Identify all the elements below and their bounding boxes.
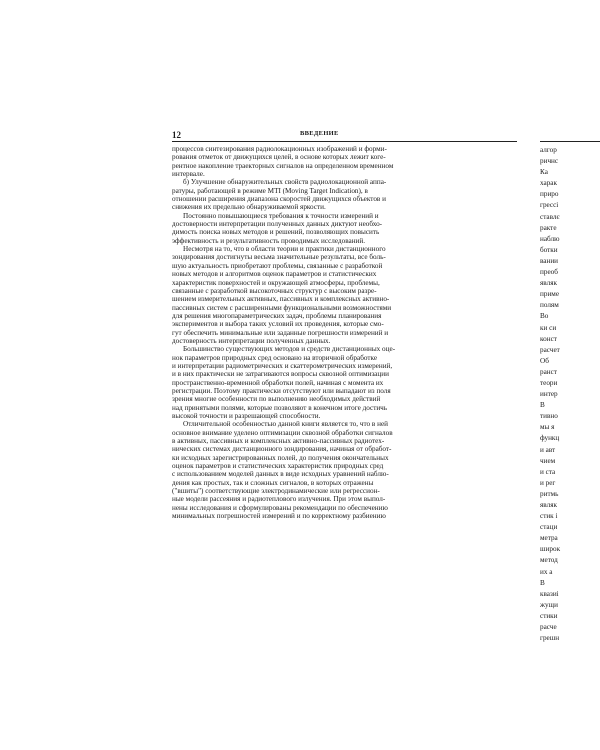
right-page-text [540, 145, 600, 644]
paragraph [172, 345, 517, 420]
text-line: ные модели рассеяния и радиотеплового излучения. При этом выпол- [172, 495, 386, 504]
text-line: пространственно-временной обработки полей, начиная с момента их [172, 378, 384, 387]
body-text [172, 145, 517, 520]
text-line: для решения многопараметрических задач, проблемы планирования [172, 311, 382, 320]
text-line: экспериментов и выбора таких условий их проведения, которые смо- [172, 320, 384, 329]
text-line: ("вшиты") соответствующие электродинамические или регрессион- [172, 487, 380, 496]
text-line: отношении расширения диапазона скоростей движущихся объектов и [172, 195, 386, 204]
text-line: Несмотря на то, что в области теории и практики дистанционного [183, 245, 386, 254]
right-text-fragment: жущи [540, 600, 558, 609]
text-line: достоверность интерпретации полученных данных. [172, 336, 331, 345]
text-line: с использованием моделей данных в виде исходных уравнений наблю- [172, 470, 389, 479]
text-line: нических системах дистанционного зондирования, начиная от обработ- [172, 445, 392, 454]
text-line: Постоянно повышающиеся требования к точности измерений и [183, 211, 379, 220]
right-text-fragment: функц [540, 434, 560, 443]
text-line: б) Улучшение обнаружительных свойств радиолокационной аппа- [183, 178, 387, 187]
paragraph [172, 178, 517, 211]
text-line: над принятыми полями, которые позволяют в конечном итоге достичь [172, 403, 388, 412]
right-page-fragment [540, 128, 600, 644]
right-text-fragment: их а [540, 567, 553, 576]
text-line: рования отметок от движущихся целей, в основе которых лежит коге- [172, 153, 386, 162]
text-line: снижения их предельно обнаруживаемой яркости. [172, 203, 326, 212]
paragraph [172, 245, 517, 345]
text-line: достоверности интерпретации полученных данных диктуют необхо- [172, 220, 383, 229]
right-text-fragment: ставлє [540, 212, 560, 221]
page-number: 12 [172, 130, 181, 140]
text-line: пассивных систем с расширенными функциональными возможностями [172, 303, 392, 312]
right-text-fragment: конст [540, 334, 557, 343]
right-text-fragment: метра [540, 534, 558, 543]
text-line: дения как простых, так и сложных сигналов, в которых отражены [172, 478, 374, 487]
right-text-fragment: приме [540, 290, 560, 299]
right-text-fragment: преоб [540, 268, 558, 277]
right-text-fragment: ракте [540, 223, 557, 232]
right-text-fragment: Во [540, 312, 549, 321]
right-text-fragment: стаци [540, 523, 558, 532]
text-line: минимальных погрешностей измерений и по корректному разбиению [172, 512, 386, 521]
right-text-fragment: Об [540, 356, 549, 365]
right-text-fragment: полям [540, 301, 559, 310]
right-text-fragment: теори [540, 378, 558, 387]
right-text-fragment: метод [540, 556, 558, 565]
right-text-fragment: расче [540, 623, 557, 632]
right-text-fragment: ботки [540, 245, 558, 254]
text-line: нены исследования и сформулированы рекомендации по обеспечению [172, 503, 388, 512]
text-line: в активных, пассивных и комплексных активно-пассивных радиотех- [172, 437, 385, 446]
text-line: эффективность и результативность проводимых исследований. [172, 236, 366, 245]
right-page-header-rule [540, 128, 600, 142]
right-text-fragment: широк [540, 545, 561, 554]
paragraph [172, 212, 517, 245]
right-text-fragment: вании [540, 256, 559, 265]
right-text-fragment: приро [540, 190, 559, 199]
text-line: основное внимание уделено оптимизации сквозной обработки сигналов [172, 428, 393, 437]
right-text-fragment: расчет [540, 345, 560, 354]
left-page [172, 128, 517, 520]
paragraph [172, 145, 517, 178]
right-text-fragment: грессі [540, 201, 559, 210]
right-text-fragment: грешн [540, 634, 560, 643]
right-text-fragment: являк [540, 501, 557, 509]
text-line: гут обеспечить минимальные или заданные погрешности измерений и [172, 328, 389, 337]
text-line: высокой точности и разрешающей способности. [172, 412, 321, 420]
right-text-fragment: наблю [540, 234, 560, 243]
right-text-fragment: мы я [540, 423, 555, 432]
right-text-fragment: Ка [540, 168, 548, 177]
text-line: шением измерительных активных, пассивных и комплексных активно- [172, 295, 390, 304]
text-line: новых методов и алгоритмов оценок параметров и статистических [172, 270, 377, 279]
text-line: интервале. [172, 170, 205, 179]
right-text-fragment: и рег [540, 478, 556, 487]
text-line: Большинство существующих методов и средств дистанционных оце- [183, 345, 396, 354]
right-text-fragment: ранст [540, 367, 557, 376]
right-text-fragment: алгор [540, 146, 557, 154]
text-line: Отличительной особенностью данной книги является то, что в ней [183, 420, 388, 429]
text-line: шую актуальность приобретают проблемы, связанные с разработкой [172, 261, 383, 270]
running-title: ВВЕДЕНИЕ [300, 130, 339, 137]
right-text-fragment: В [540, 401, 545, 410]
text-line: процессов синтезирования радиолокационных изображений и форми- [172, 145, 387, 153]
page-header [172, 128, 517, 142]
right-text-fragment: квазиі [540, 589, 559, 598]
text-line: оценок параметров и статистических характеристик природных сред [172, 462, 384, 471]
right-text-fragment: ритмь [540, 489, 559, 498]
text-line: связанные с разработкой высокоточных структур с высоким разре- [172, 286, 377, 295]
right-text-fragment: харак [540, 179, 557, 188]
right-text-fragment: стик і [540, 512, 558, 521]
text-line: и в них практически не затрагиваются вопросы сквозной оптимизации [172, 370, 389, 379]
text-line: зрения многие особенности по выполнению необходимых действий [172, 395, 381, 404]
right-text-fragment: и авт [540, 445, 556, 454]
text-line: регистрации. Поэтому практически отсутствуют или выпадают из поля [172, 386, 391, 395]
right-text-fragment: стики [540, 611, 558, 620]
text-line: димость поиска новых методов и решений, позволяющих повысить [172, 228, 380, 237]
text-line: зондирования достигнуты весьма значительные результаты, все боль- [172, 253, 386, 262]
right-text-fragment: тивно [540, 412, 558, 421]
text-line: нок параметров природных сред основано на вторичной обработке [172, 353, 378, 362]
right-text-fragment: В [540, 578, 545, 587]
text-line: ратуры, работающей в режиме MTI (Moving Target Indication), в [172, 186, 368, 195]
right-text-fragment: и ста [540, 467, 556, 476]
text-line: и интерпретации радиометрических и скаттерометрических измерений, [172, 361, 393, 370]
text-line: рентное накопление траекторных сигналов на определенном временном [172, 161, 394, 170]
paragraph [172, 420, 517, 520]
right-text-fragment: ки си [540, 323, 557, 332]
text-line: ки исходных зарегистрированных полей, до получения окончательных [172, 453, 389, 462]
right-text-fragment: чием [540, 456, 556, 465]
right-text-fragment: ричнс [540, 157, 559, 166]
right-text-fragment: являк [540, 279, 557, 288]
right-text-fragment: интер [540, 390, 558, 399]
text-line: характеристик поверхностей и окружающей атмосферы, проблемы, [172, 278, 380, 287]
